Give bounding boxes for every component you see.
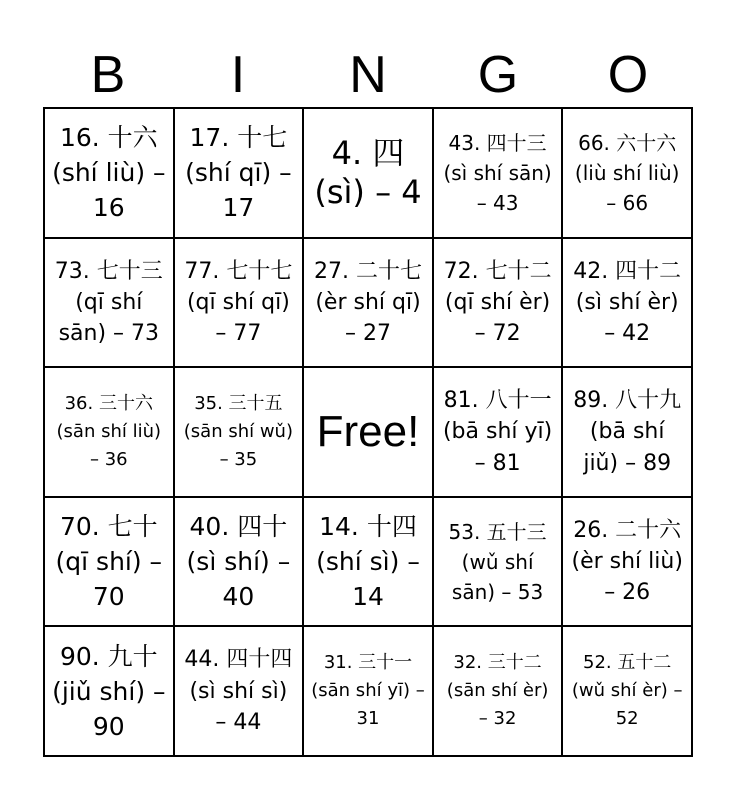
bingo-cell[interactable] — [433, 367, 563, 497]
bingo-cell[interactable] — [174, 367, 304, 497]
bingo-cell[interactable] — [433, 238, 563, 368]
cell-text: 26. 二十六 (èr shí liù) – 26 — [571, 517, 683, 606]
cell-text: 16. 十六 (shí liù) – 16 — [52, 123, 166, 223]
cell-text: 52. 五十二 (wǔ shí èr) – 52 — [571, 652, 683, 730]
cell-text: 90. 九十 (jiǔ shí) – 90 — [52, 641, 166, 741]
cell-text: 44. 四十四 (sì shí sì) – 44 — [184, 647, 293, 735]
bingo-cell[interactable] — [562, 108, 692, 238]
cell-text: 4. 四 (sì) – 4 — [314, 134, 422, 211]
bingo-cell[interactable] — [562, 367, 692, 497]
bingo-cell[interactable] — [174, 626, 304, 756]
bingo-cell[interactable] — [303, 497, 433, 627]
cell-text: 53. 五十三 (wǔ shí sān) – 53 — [448, 519, 547, 604]
bingo-cell[interactable] — [44, 238, 174, 368]
cell-text: 73. 七十三 (qī shí sān) – 73 — [54, 258, 163, 346]
cell-text: 77. 七十七 (qī shí qī) – 77 — [184, 258, 293, 346]
bingo-cell[interactable] — [44, 626, 174, 756]
cell-text: 43. 四十三 (sì shí sān) – 43 — [443, 130, 552, 215]
header-letter-o: O — [607, 46, 649, 104]
header-letter-i: I — [230, 46, 246, 104]
bingo-cell[interactable] — [44, 108, 174, 238]
cell-text: 66. 六十六 (liù shí liù) – 66 — [574, 130, 680, 215]
cell-text: 27. 二十七 (èr shí qī) – 27 — [314, 258, 422, 346]
bingo-cell-free[interactable] — [303, 367, 433, 497]
cell-text: 72. 七十二 (qī shí èr) – 72 — [443, 258, 552, 346]
header-letter-b: B — [90, 46, 126, 104]
cell-text: 17. 十七 (shí qī) – 17 — [185, 123, 292, 223]
cell-text: 70. 七十 (qī shí) – 70 — [55, 512, 163, 612]
free-space-label: Free! — [316, 406, 420, 456]
bingo-cell[interactable] — [303, 238, 433, 368]
cell-text: 81. 八十一 (bā shí yī) – 81 — [442, 388, 553, 476]
cell-text: 14. 十四 (shí sì) – 14 — [316, 512, 420, 612]
cell-text: 31. 三十一 (sān shí yī) – 31 — [311, 652, 425, 730]
bingo-cell[interactable] — [44, 497, 174, 627]
bingo-cell[interactable] — [562, 626, 692, 756]
bingo-cell[interactable] — [174, 238, 304, 368]
bingo-cell[interactable] — [562, 497, 692, 627]
bingo-cell[interactable] — [433, 108, 563, 238]
bingo-cell[interactable] — [44, 367, 174, 497]
bingo-cell[interactable] — [174, 497, 304, 627]
cell-text: 36. 三十六 (sān shí liù) – 36 — [56, 393, 162, 470]
cell-text: 42. 四十二 (sì shí èr) – 42 — [573, 258, 682, 346]
cell-text: 89. 八十九 (bā shí jiǔ) – 89 — [573, 388, 682, 476]
cell-text: 40. 四十 (sì shí) – 40 — [186, 512, 291, 612]
bingo-header — [43, 42, 693, 108]
bingo-cell[interactable] — [433, 497, 563, 627]
bingo-cell[interactable] — [562, 238, 692, 368]
bingo-cell[interactable] — [174, 108, 304, 238]
bingo-cell[interactable] — [303, 108, 433, 238]
bingo-grid — [43, 107, 693, 757]
bingo-cell[interactable] — [303, 626, 433, 756]
cell-text: 35. 三十五 (sān shí wǔ) – 35 — [183, 393, 293, 470]
header-letter-n: N — [349, 46, 387, 104]
header-letter-g: G — [477, 46, 519, 104]
bingo-cell[interactable] — [433, 626, 563, 756]
cell-text: 32. 三十二 (sān shí èr) – 32 — [446, 652, 549, 730]
